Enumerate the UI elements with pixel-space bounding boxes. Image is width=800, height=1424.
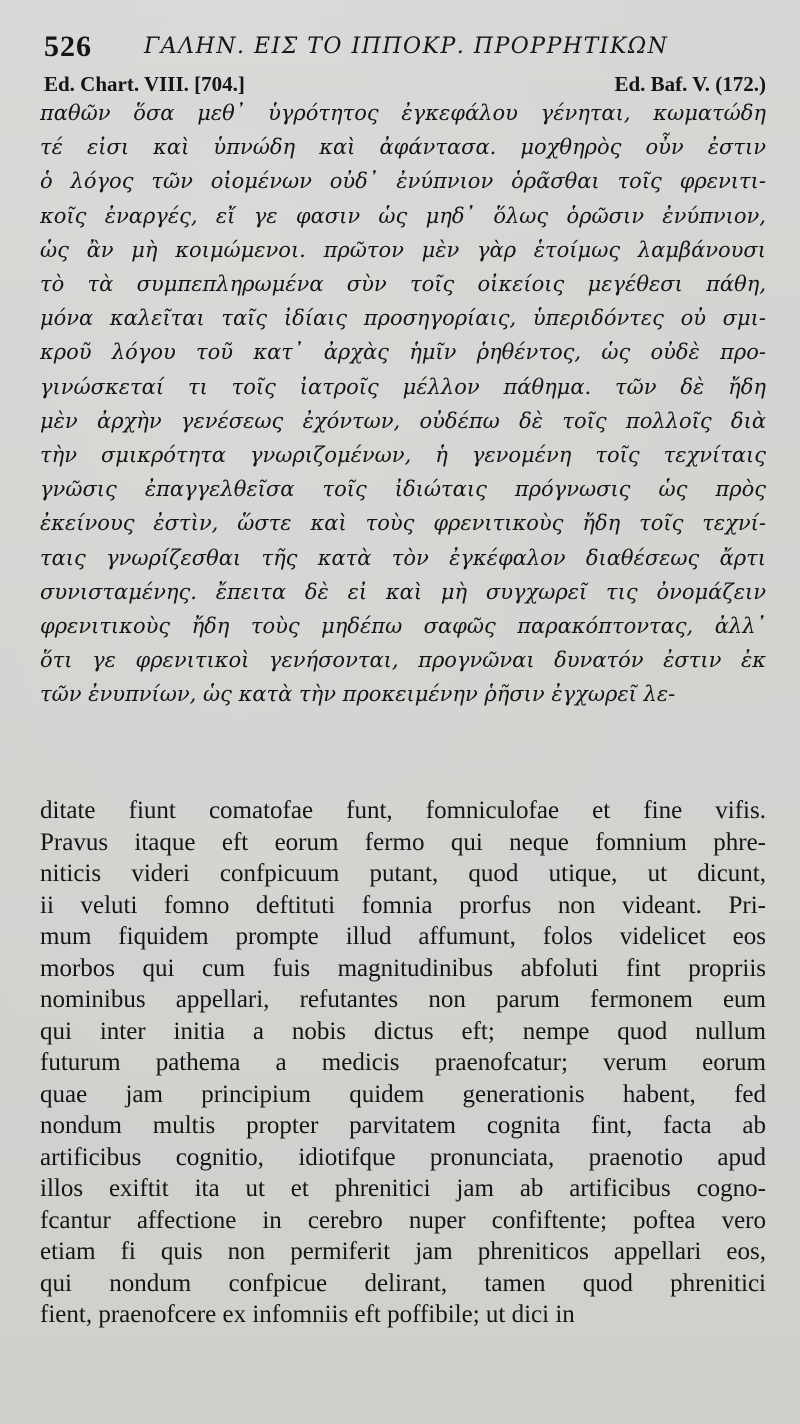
greek-text-line: τῶν ἐνυπνίων, ὡς κατὰ τὴν προκειμένην ῥῆσιν ἐγχωρεῖ λε- — [40, 682, 676, 707]
greek-text-line: κοῖς ἐναργές, εἴ γε φασιν ὡς μηδ᾽ ὅλως ὁρῶσιν ἐνύπνιον, — [40, 203, 766, 228]
latin-text-line: quae jam principium quidem generationis habent, fed — [40, 1080, 766, 1108]
edition-basel-ref: Ed. Baf. V. (172.) — [614, 72, 766, 96]
latin-text-line: mum fiquidem prompte illud affumunt, folos videlicet eos — [40, 923, 766, 950]
latin-text-line: fcantur affectione in cerebro nuper confiftente; poftea vero — [40, 1206, 766, 1234]
page-number: 526 — [44, 30, 92, 63]
greek-text-line: ὁ λόγος τῶν οἰομένων οὐδ᾽ ἐνύπνιον ὁρᾶσθαι τοῖς φρενιτι- — [40, 169, 766, 194]
latin-text-line: etiam fi quis non permiferit jam phreniticos appellari eos, — [40, 1238, 766, 1265]
latin-text-line: artificibus cognitio, idiotifque pronunciata, praenotio apud — [40, 1143, 766, 1171]
latin-text-line: ditate fiunt comatofae funt, fomniculofae et fine vifis. — [40, 797, 766, 824]
greek-text-line: μόνα καλεῖται ταῖς ἰδίαις προσηγορίαις, ὑπεριδόντες οὐ σμι- — [40, 306, 766, 331]
latin-text-line: illos exiftit ita ut et phrenitici jam ab artificibus cogno- — [40, 1175, 766, 1202]
greek-text-line: γνῶσις ἐπαγγελθεῖσα τοῖς ἰδιώταις πρόγνωσις ὡς πρὸς — [40, 477, 766, 502]
latin-text-line: morbos qui cum fuis magnitudinibus abfoluti fint propriis — [40, 954, 766, 982]
greek-text-line: συνισταμένης. ἔπειτα δὲ εἰ καὶ μὴ συγχωρεῖ τις ὀνομάζειν — [40, 579, 766, 604]
edition-chartier-ref: Ed. Chart. VIII. [704.] — [44, 72, 245, 96]
greek-text-line: φρενιτικοὺς ἤδη τοὺς μηδέπω σαφῶς παρακόπτοντας, ἀλλ᾽ — [40, 614, 766, 639]
greek-text-line: παθῶν ὅσα μεθ᾽ ὑγρότητος ἐγκεφάλου γένηται, κωματώδη — [40, 101, 766, 125]
latin-text-line: nominibus appellari, refutantes non parum fermonem eum — [40, 986, 766, 1013]
greek-text-line: τὸ τὰ συμπεπληρωμένα σὺν τοῖς οἰκείοις μεγέθεσι πάθη, — [40, 272, 766, 297]
latin-text-line: nondum multis propter parvitatem cognita fint, facta ab — [40, 1112, 766, 1139]
greek-text-line: ἐκείνους ἐστὶν, ὥστε καὶ τοὺς φρενιτικοὺς ἤδη τοῖς τεχνί- — [40, 511, 766, 536]
page-header — [44, 30, 764, 70]
greek-text-line: τέ εἰσι καὶ ὑπνώδη καὶ ἀφάντασα. μοχθηρὸς οὖν ἐστιν — [40, 135, 766, 160]
greek-text-line: μὲν ἀρχὴν γενέσεως ἐχόντων, οὐδέπω δὲ τοῖς πολλοῖς διὰ — [40, 408, 766, 433]
latin-text-line: qui nondum confpicue delirant, tamen quod phrenitici — [40, 1269, 766, 1297]
greek-text-line: γινώσκεταί τι τοῖς ἰατροῖς μέλλον πάθημα. τῶν δὲ ἤδη — [40, 374, 766, 399]
latin-text-line: qui inter initia a nobis dictus eft; nempe quod nullum — [40, 1017, 766, 1045]
greek-text-line: ταις γνωρίζεσθαι τῆς κατὰ τὸν ἐγκέφαλον διαθέσεως ἄρτι — [40, 545, 766, 570]
greek-text-block — [40, 96, 766, 712]
latin-text-line: Pravus itaque eft eorum fermo qui neque fomnium phre- — [40, 828, 766, 856]
latin-text-line: fient, praenofcere ex infomniis eft poffibile; ut dici in — [40, 1301, 575, 1328]
greek-text-line: τὴν σμικρότητα γνωριζομένων, ἡ γενομένη τοῖς τεχνίταις — [40, 443, 766, 468]
greek-text-line: ὅτι γε φρενιτικοὶ γενήσονται, προγνῶναι δυνατόν ἐστιν ἐκ — [40, 648, 766, 673]
latin-text-line: ii veluti fomno deftituti fomnia prorfus non videant. Pri- — [40, 891, 766, 919]
latin-text-block — [40, 795, 766, 1331]
latin-text-line: futurum pathema a medicis praenofcatur; verum eorum — [40, 1049, 766, 1076]
running-title: ΓΑΛΗΝ. ΕΙΣ ΤΟ ΙΠΠΟΚΡ. ΠΡΟΡΡΗΤΙΚΩΝ — [144, 34, 669, 59]
greek-text-line: ὡς ἂν μὴ κοιμώμενοι. πρῶτον μὲν γὰρ ἑτοίμως λαμβάνουσι — [40, 237, 766, 262]
latin-text-line: niticis videri confpicuum putant, quod utique, ut dicunt, — [40, 860, 766, 887]
greek-text-line: κροῦ λόγου τοῦ κατ᾽ ἀρχὰς ἡμῖν ῥηθέντος, ὡς οὐδὲ προ- — [40, 340, 766, 365]
